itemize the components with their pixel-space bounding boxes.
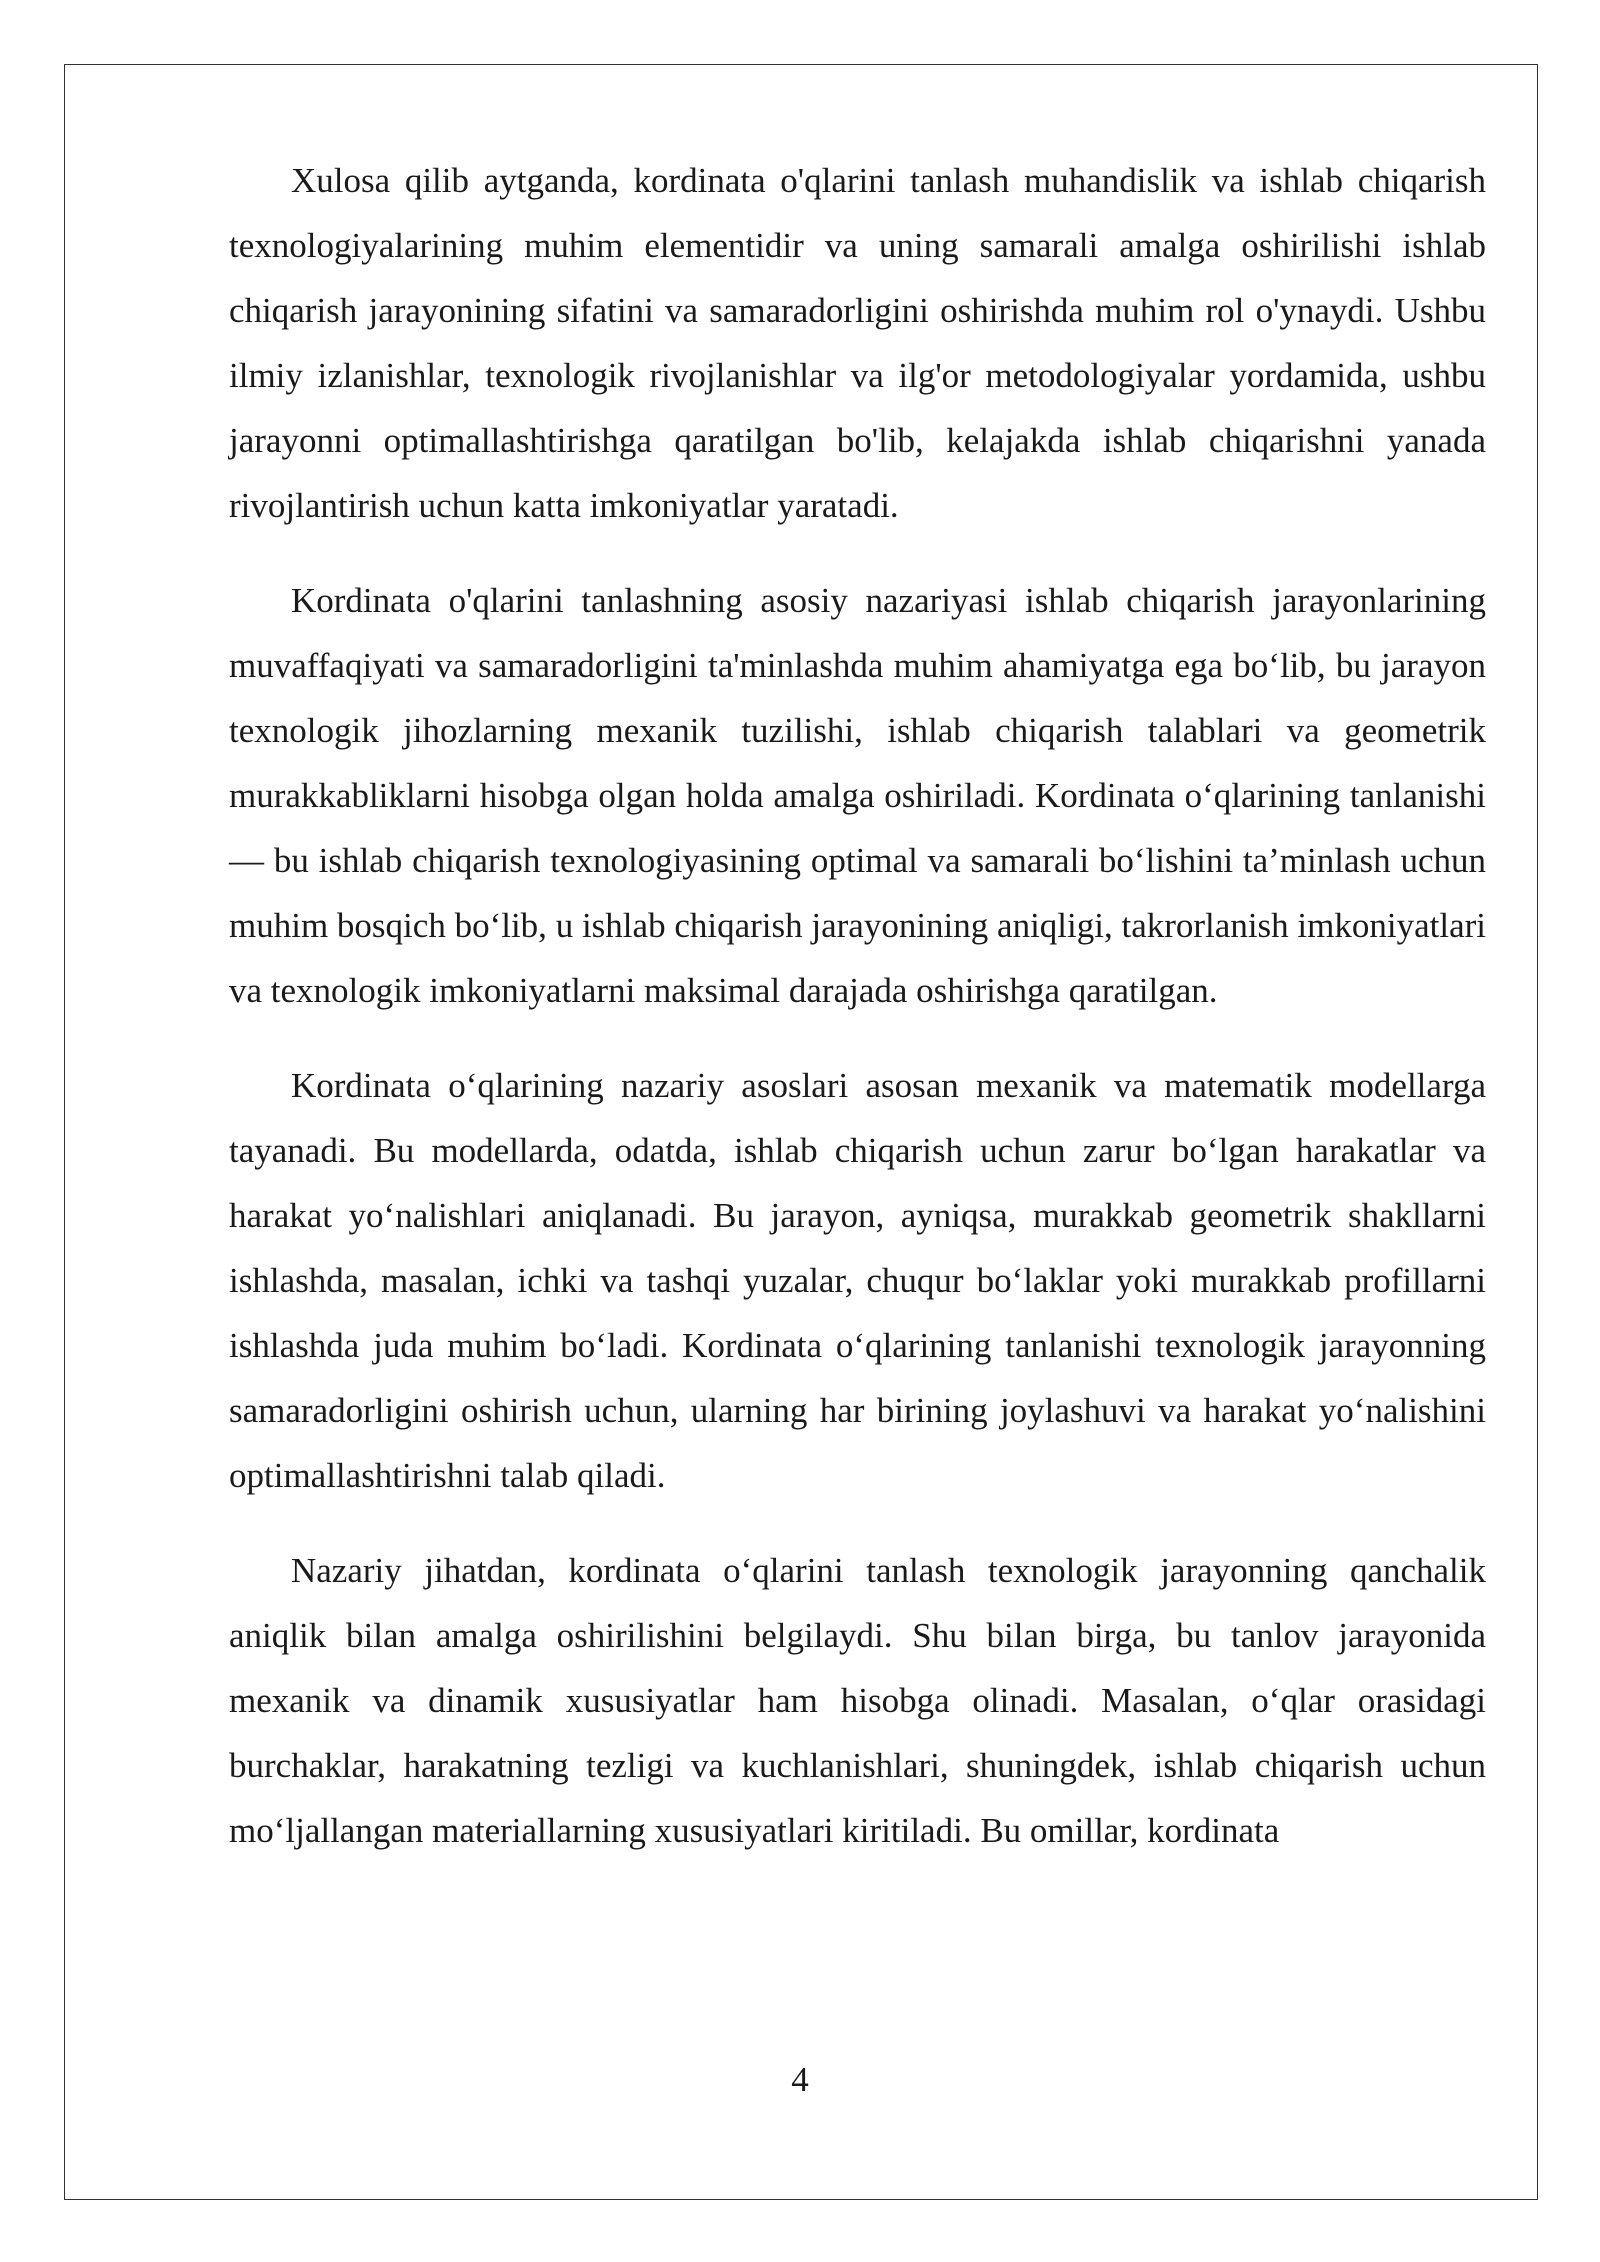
paragraph-2: Kordinata o'qlarini tanlashning asosiy nazariyasi ishlab chiqarish jarayonlarining muvaffaqiyati va samaradorligini ta'minlashda muhim ahamiyatga ega bo‘lib, bu jarayon texnologik jihozlarning mexanik tuzilishi, ishlab chiqarish talablari va geometrik murakkabliklarni hisobga olgan holda amalga oshiriladi. Kordinata o‘qlarining tanlanishi — bu ishlab chiqarish texnologiyasining optimal va samarali bo‘lishini ta’minlash uchun muhim bosqich bo‘lib, u ishlab chiqarish jarayonining aniqligi, takrorlanish imkoniyatlari va texnologik imkoniyatlarni maksimal darajada oshirishga qaratilgan. <box>229 581 1486 1010</box>
document-body <box>229 148 1486 1893</box>
paragraph-3: Kordinata o‘qlarining nazariy asoslari asosan mexanik va matematik modellarga tayanadi. Bu modellarda, odatda, ishlab chiqarish uchun zarur bo‘lgan harakatlar va harakat yo‘nalishlari aniqlanadi. Bu jarayon, ayniqsa, murakkab geometrik shakllarni ishlashda, masalan, ichki va tashqi yuzalar, chuqur bo‘laklar yoki murakkab profillarni ishlashda juda muhim bo‘ladi. Kordinata o‘qlarining tanlanishi texnologik jarayonning samaradorligini oshirish uchun, ularning har birining joylashuvi va harakat yo‘nalishini optimallashtirishni talab qiladi. <box>229 1066 1486 1495</box>
paragraph-1: Xulosa qilib aytganda, kordinata o'qlarini tanlash muhandislik va ishlab chiqarish texnologiyalarining muhim elementidir va uning samarali amalga oshirilishi ishlab chiqarish jarayonining sifatini va samaradorligini oshirishda muhim rol o'ynaydi. Ushbu ilmiy izlanishlar, texnologik rivojlanishlar va ilg'or metodologiyalar yordamida, ushbu jarayonni optimallashtirishga qaratilgan bo'lib, kelajakda ishlab chiqarishni yanada rivojlantirish uchun katta imkoniyatlar yaratadi. <box>229 161 1486 525</box>
paragraph-4: Nazariy jihatdan, kordinata o‘qlarini tanlash texnologik jarayonning qanchalik aniqlik bilan amalga oshirilishini belgilaydi. Shu bilan birga, bu tanlov jarayonida mexanik va dinamik xususiyatlar ham hisobga olinadi. Masalan, o‘qlar orasidagi burchaklar, harakatning tezligi va kuchlanishlari, shuningdek, ishlab chiqarish uchun mo‘ljallangan materiallarning xususiyatlari kiritiladi. Bu omillar, kordinata <box>229 1551 1486 1850</box>
page-number: 4 <box>791 2060 809 2099</box>
